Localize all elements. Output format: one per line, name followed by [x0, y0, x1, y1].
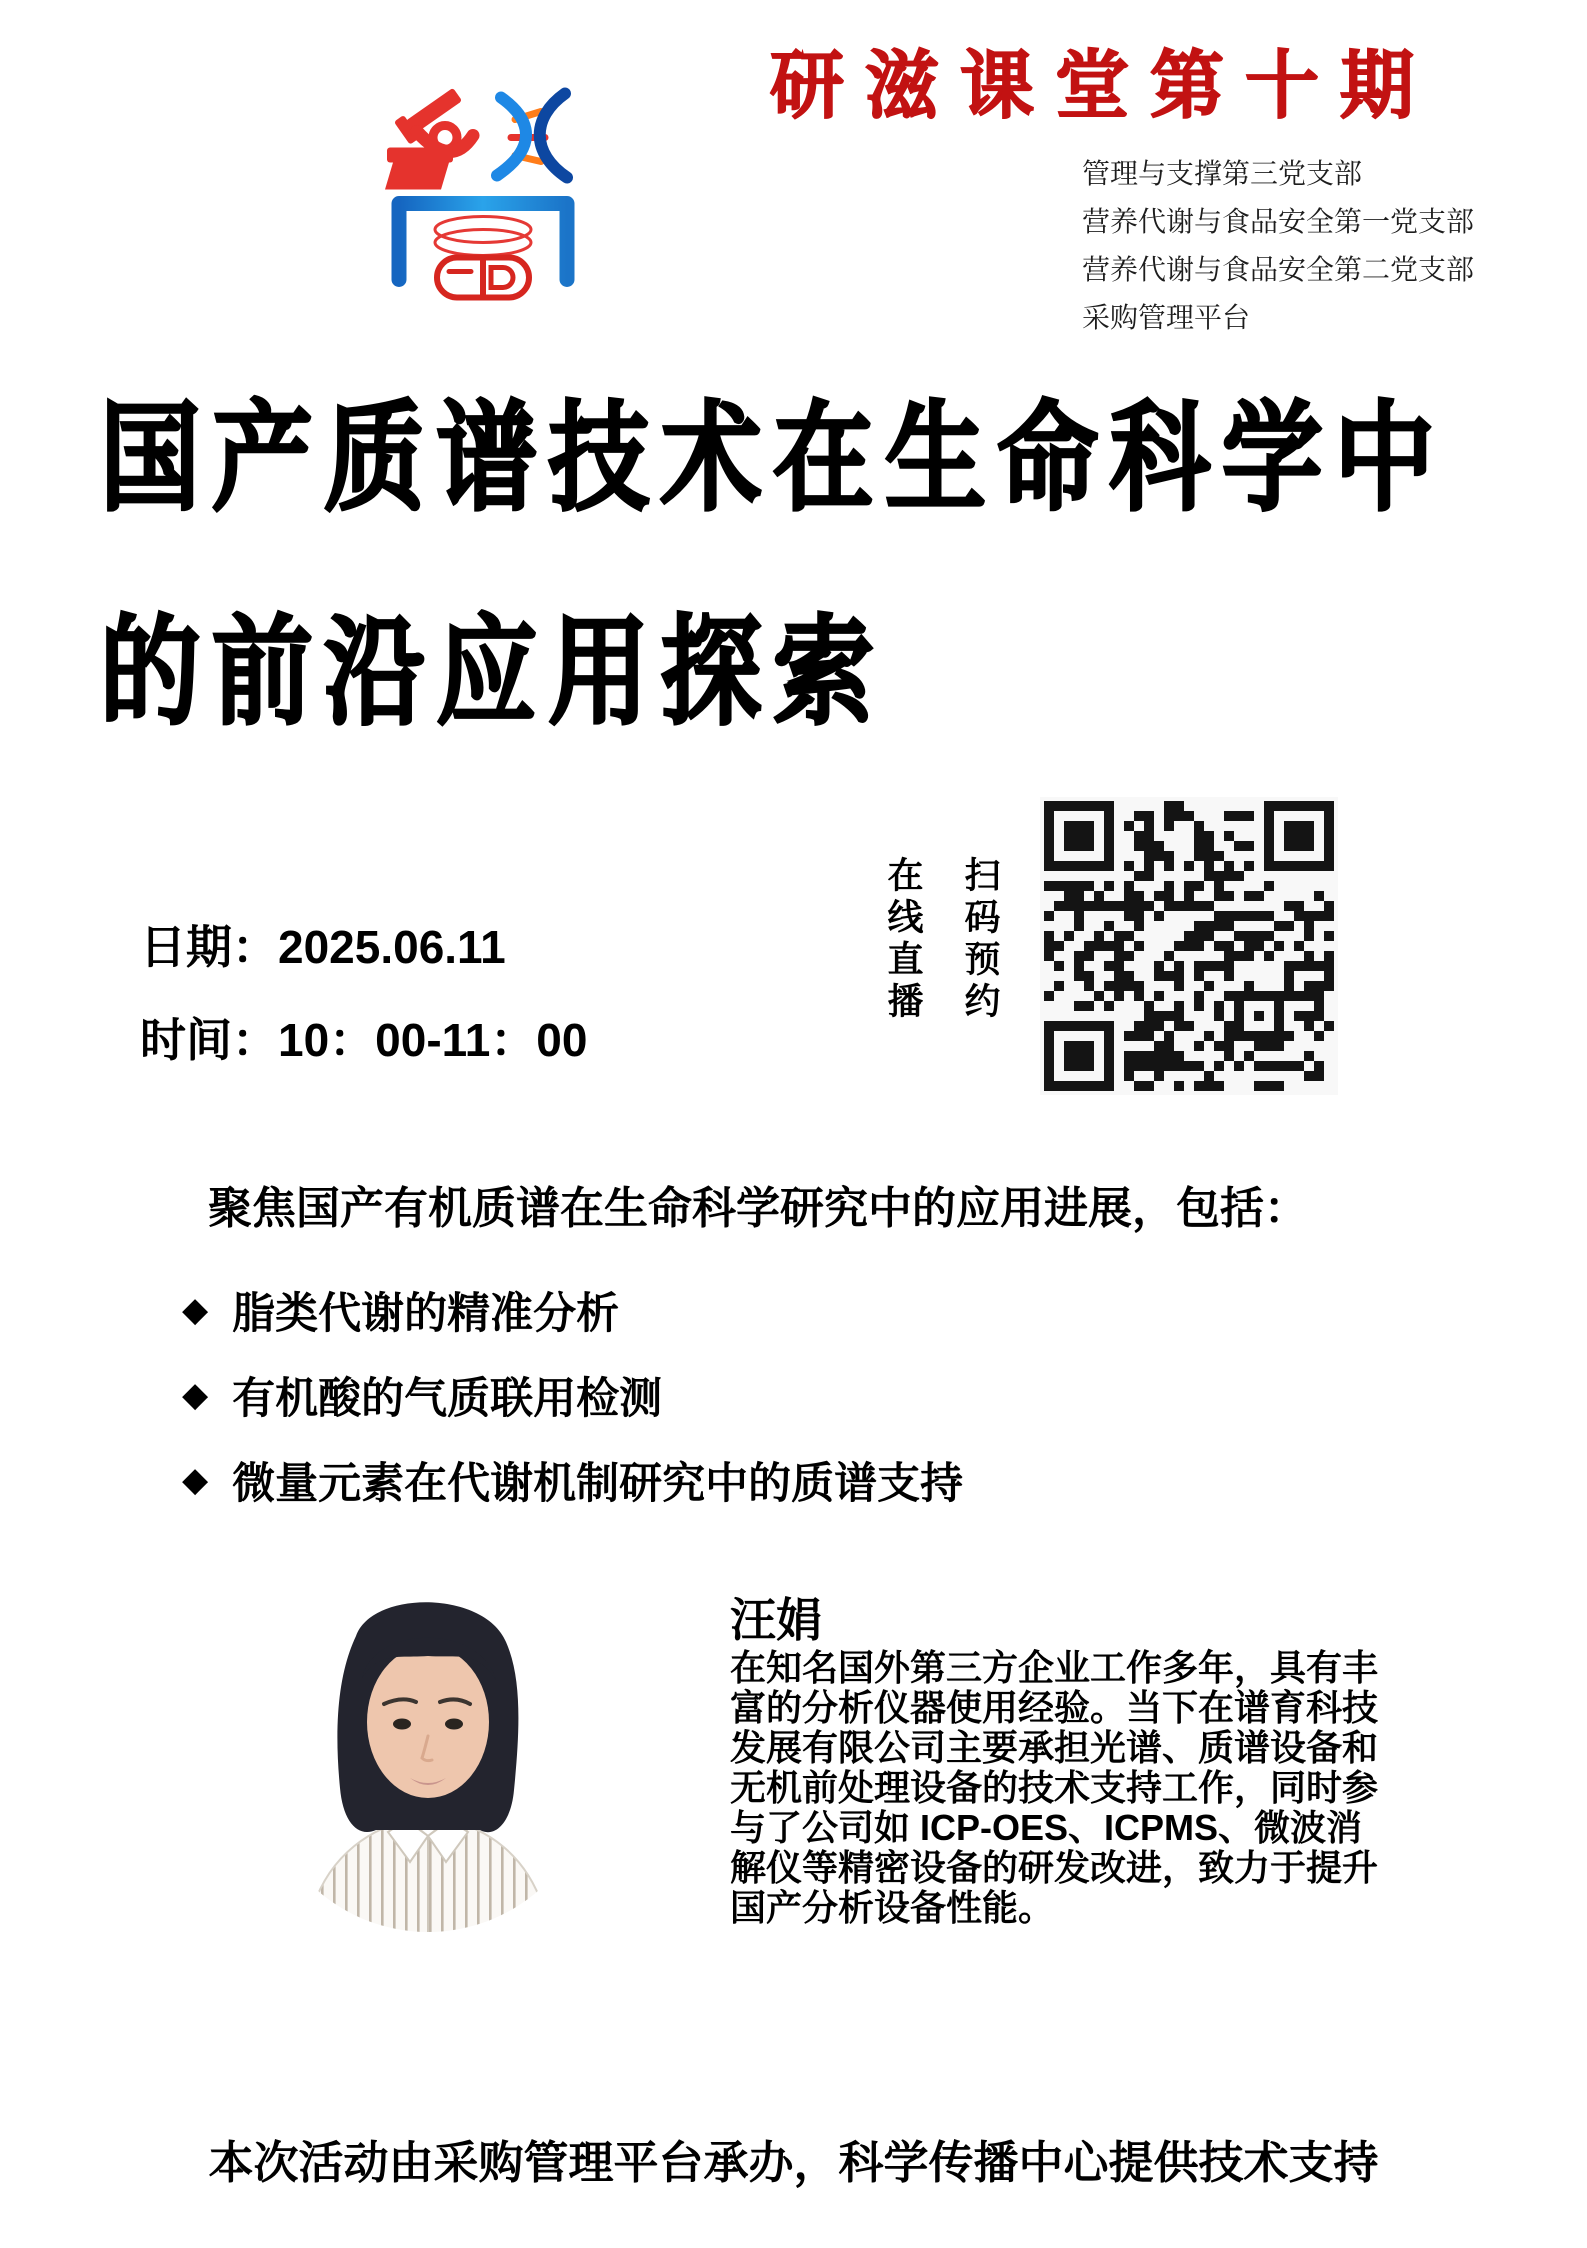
event-info [140, 922, 587, 1107]
topic-item-label: 脂类代谢的精准分析 [232, 1289, 620, 1338]
intro-text: 聚焦国产有机质谱在生命科学研究中的应用进展，包括： [208, 1184, 1308, 1233]
organizer-line: 营养代谢与食品安全第二党支部 [1082, 254, 1475, 285]
event-time-row [140, 1015, 587, 1066]
speaker-name: 汪娟 [730, 1594, 822, 1646]
speaker-bio-line: 富的分析仪器使用经验。当下在谱育科技 [730, 1687, 1379, 1728]
qr-caption [878, 856, 1006, 1036]
live-stream-label: 在线直播 [883, 856, 924, 1024]
footer-note: 本次活动由采购管理平台承办，科学传播中心提供技术支持 [208, 2137, 1379, 2188]
speaker-bio-line: 在知名国外第三方企业工作多年，具有丰 [730, 1647, 1379, 1688]
speaker-photo [256, 1566, 600, 1938]
speaker-bio-line: 与了公司如 ICP-OES、ICPMS、微波消 [730, 1807, 1363, 1848]
qr-code-image [1040, 797, 1338, 1095]
diamond-bullet-icon: ◆ [182, 1461, 209, 1499]
page-title-line1: 国产质谱技术在生命科学中 [100, 393, 1447, 525]
time-value: 10：00-11：00 [278, 1013, 588, 1066]
diamond-bullet-icon: ◆ [182, 1291, 209, 1329]
date-value: 2025.06.11 [278, 921, 506, 973]
topic-item [182, 1288, 963, 1338]
topic-item-label: 有机酸的气质联用检测 [232, 1374, 663, 1423]
scan-reserve-label: 扫码预约 [960, 856, 1001, 1024]
time-label: 时间： [140, 1013, 278, 1066]
organizer-list [1082, 150, 1474, 342]
page-title-line2: 的前沿应用探索 [100, 607, 886, 739]
page-title [100, 352, 1446, 780]
lab-logo-icon [383, 80, 583, 315]
speaker-bio-line: 无机前处理设备的技术支持工作，同时参 [730, 1767, 1379, 1808]
event-date-row [140, 922, 587, 973]
series-title: 研滋课堂第十期 [770, 43, 1435, 129]
speaker-bio-line: 解仪等精密设备的研发改进，致力于提升 [730, 1847, 1379, 1888]
diamond-bullet-icon: ◆ [182, 1376, 209, 1414]
topic-item [182, 1458, 964, 1508]
organizer-line: 营养代谢与食品安全第一党支部 [1082, 206, 1475, 237]
speaker-bio [730, 1648, 1410, 1928]
topic-item-label: 微量元素在代谢机制研究中的质谱支持 [232, 1459, 964, 1508]
date-label: 日期： [140, 921, 278, 973]
organizer-line: 采购管理平台 [1082, 302, 1251, 333]
speaker-bio-line: 发展有限公司主要承担光谱、质谱设备和 [730, 1727, 1379, 1768]
topic-list [182, 1288, 963, 1543]
speaker-bio-line: 国产分析设备性能。 [730, 1887, 1055, 1928]
topic-item [182, 1373, 963, 1423]
organizer-line: 管理与支撑第三党支部 [1082, 158, 1363, 189]
